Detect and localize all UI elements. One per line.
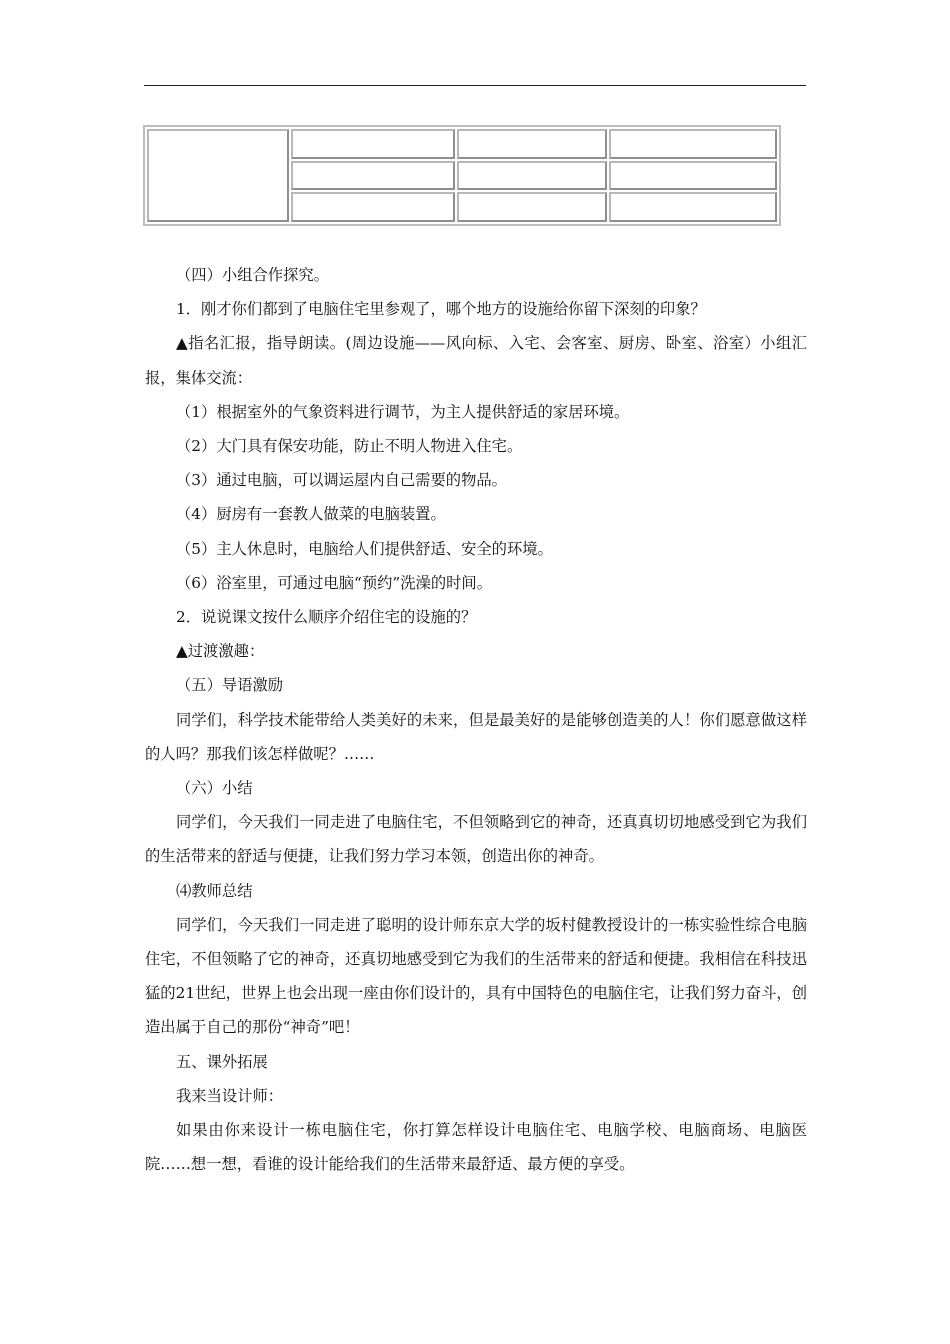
table-cell — [457, 129, 607, 159]
section-heading: ⑷教师总结 — [176, 881, 253, 900]
section-heading: （五）导语激励 — [176, 676, 284, 695]
list-item: （5）主人休息时，电脑给人们提供舒适、安全的环境。 — [176, 539, 553, 558]
transition-text: ▲过渡激趣： — [176, 642, 265, 661]
paragraph: 同学们，今天我们一同走进了电脑住宅，不但领略到它的神奇，还真真切切地感受到它为我们的生活带来的舒适与便捷，让我们努力学习本领，创造出你的神奇。 — [145, 813, 807, 866]
header-rule — [144, 85, 806, 86]
table-cell — [609, 192, 777, 222]
section-heading: （六）小结 — [176, 779, 253, 798]
guide-text: ▲指名汇报，指导朗读。(周边设施——风向标、入宅、会客室、厨房、卧室、浴室）小组汇报，集体交流： — [145, 334, 807, 387]
table-cell — [609, 129, 777, 159]
section-heading: （四）小组合作探究。 — [176, 266, 329, 284]
empty-table — [143, 125, 781, 226]
table-cell — [291, 161, 455, 191]
list-item: （1）根据室外的气象资料进行调节，为主人提供舒适的家居环境。 — [176, 402, 630, 421]
table-cell — [609, 161, 777, 191]
list-item: （6）浴室里，可通过电脑“预约”洗澡的时间。 — [176, 573, 493, 592]
list-item: （4）厨房有一套教人做菜的电脑装置。 — [176, 505, 446, 524]
table-cell — [457, 161, 607, 191]
table-row — [147, 129, 777, 159]
list-item: （2）大门具有保安功能，防止不明人物进入住宅。 — [176, 437, 523, 456]
table-cell — [291, 129, 455, 159]
question-1: 1．刚才你们都到了电脑住宅里参观了，哪个地方的设施给你留下深刻的印象？ — [176, 300, 706, 319]
paragraph: 同学们，今天我们一同走进了聪明的设计师东京大学的坂村健教授设计的一栋实验性综合电脑住宅，不但领略了它的神奇，还真切地感受到它为我们的生活带来的舒适和便捷。我相信在科技迅猛的21世纪，世界上也会出现一座由你们设计的，具有中国特色的电脑住宅，让我们努力奋斗，创造出属于自己的那份“神奇”吧！ — [145, 915, 807, 1037]
document-body — [145, 258, 807, 1181]
paragraph: 如果由你来设计一栋电脑住宅，你打算怎样设计电脑住宅、电脑学校、电脑商场、电脑医院……想一想，看谁的设计能给我们的生活带来最舒适、最方便的享受。 — [145, 1121, 807, 1174]
table-cell — [291, 192, 455, 222]
question-2: 2．说说课文按什么顺序介绍住宅的设施的？ — [176, 608, 477, 627]
section-heading: 五、课外拓展 — [176, 1052, 268, 1071]
list-item: （3）通过电脑，可以调运屋内自己需要的物品。 — [176, 471, 507, 490]
paragraph: 同学们，科学技术能带给人类美好的未来，但是最美好的是能够创造美的人！你们愿意做这样的人吗？那我们该怎样做呢？…… — [145, 710, 807, 763]
table-cell — [457, 192, 607, 222]
subheading: 我来当设计师： — [176, 1086, 284, 1105]
table-cell-merged — [147, 129, 289, 222]
